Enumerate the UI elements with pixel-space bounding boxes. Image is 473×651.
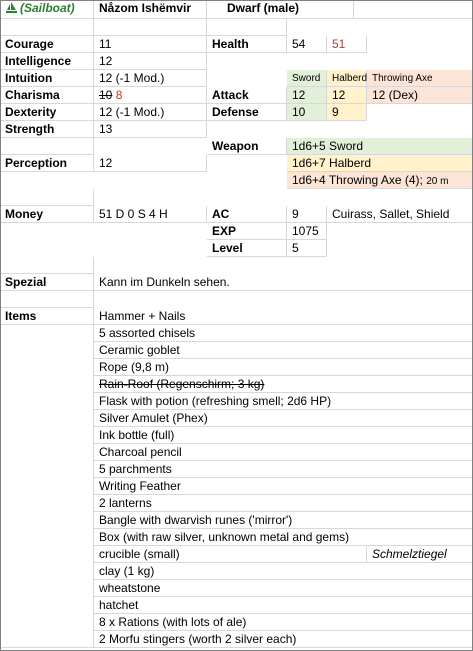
character-name[interactable]: Nåzom Ishëmvir	[94, 0, 207, 19]
exp-value[interactable]: 1075	[287, 223, 327, 240]
exp-label: EXP	[207, 223, 287, 240]
empty-cell[interactable]	[94, 19, 207, 36]
empty-cell[interactable]	[0, 325, 94, 648]
empty-cell[interactable]	[0, 138, 94, 155]
empty-cell[interactable]	[0, 257, 94, 274]
item-row[interactable]: Flask with potion (refreshing smell; 2d6 HP)	[94, 393, 473, 410]
perception-value[interactable]: 12	[94, 155, 207, 172]
attack-halberd[interactable]: 12	[327, 87, 367, 104]
item-row[interactable]: Writing Feather	[94, 478, 473, 495]
item-row[interactable]: clay (1 kg)	[94, 563, 473, 580]
item-row[interactable]: 2 Morfu stingers (worth 2 silver each)	[94, 631, 473, 648]
weapon-sword[interactable]: 1d6+5 Sword	[287, 138, 473, 155]
weapon-axe-text: 1d6+4 Throwing Axe (4);	[292, 173, 423, 187]
attack-label: Attack	[207, 87, 287, 104]
defense-halberd[interactable]: 9	[327, 104, 367, 121]
strength-value[interactable]: 13	[94, 121, 207, 138]
defense-sword[interactable]: 10	[287, 104, 327, 121]
item-row[interactable]: Rain-Roof (Regenschirm; 3 kg)	[94, 376, 473, 393]
boat-label: (Sailboat)	[20, 1, 75, 15]
weapon-axe-range: 20 m	[426, 176, 449, 187]
courage-label: Courage	[0, 36, 94, 53]
money-label: Money	[0, 206, 94, 223]
special-value[interactable]: Kann im Dunkeln sehen.	[94, 274, 473, 291]
intelligence-value[interactable]: 12	[94, 53, 207, 70]
strength-label: Strength	[0, 121, 94, 138]
attack-sword[interactable]: 12	[287, 87, 327, 104]
character-race[interactable]: Dwarf (male)	[207, 0, 354, 19]
item-row[interactable]: Ink bottle (full)	[94, 427, 473, 444]
item-row[interactable]: Rope (9,8 m)	[94, 359, 473, 376]
item-row[interactable]: Bangle with dwarvish runes ('mirror')	[94, 512, 473, 529]
courage-value[interactable]: 11	[94, 36, 207, 53]
level-value[interactable]: 5	[287, 240, 327, 257]
item-row[interactable]: Ceramic goblet	[94, 342, 473, 359]
charisma-label: Charisma	[0, 87, 94, 104]
boat-cell[interactable]	[0, 0, 94, 19]
money-value[interactable]: 51 D 0 S 4 H	[94, 206, 207, 223]
item-row[interactable]: hatchet	[94, 597, 473, 614]
dexterity-label: Dexterity	[0, 104, 94, 121]
charisma-new: 8	[115, 88, 123, 102]
defense-label: Defense	[207, 104, 287, 121]
col-sword: Sword	[287, 70, 327, 87]
perception-label: Perception	[0, 155, 94, 172]
item-row[interactable]: Silver Amulet (Phex)	[94, 410, 473, 427]
empty-cell[interactable]	[0, 291, 94, 308]
item-row[interactable]: Hammer + Nails	[94, 308, 473, 325]
item-row[interactable]: crucible (small)	[94, 546, 367, 563]
empty-cell[interactable]	[0, 19, 94, 36]
dexterity-value[interactable]: 12 (-1 Mod.)	[94, 104, 207, 121]
intuition-label: Intuition	[0, 70, 94, 87]
col-throwing-axe: Throwing Axe	[367, 70, 473, 87]
intuition-value[interactable]: 12 (-1 Mod.)	[94, 70, 207, 87]
weapon-label: Weapon	[207, 138, 287, 155]
health-label: Health	[207, 36, 287, 53]
ac-label: AC	[207, 206, 287, 223]
charisma-old: 10	[99, 88, 113, 102]
empty-cell[interactable]	[207, 19, 287, 36]
crucible-note[interactable]: Schmelztiegel	[367, 546, 473, 563]
item-row[interactable]: wheatstone	[94, 580, 473, 597]
weapon-halberd[interactable]: 1d6+7 Halberd	[287, 155, 473, 172]
sailboat-icon	[5, 1, 18, 14]
col-halberd: Halberd	[327, 70, 367, 87]
health-max[interactable]: 54	[287, 36, 327, 53]
item-row[interactable]: 5 assorted chisels	[94, 325, 473, 342]
item-row[interactable]: 2 lanterns	[94, 495, 473, 512]
charisma-value[interactable]	[94, 87, 207, 104]
intelligence-label: Intelligence	[0, 53, 94, 70]
items-label: Items	[0, 308, 94, 325]
weapon-axe[interactable]	[287, 172, 473, 189]
attack-axe[interactable]: 12 (Dex)	[367, 87, 473, 104]
empty-cell[interactable]	[354, 0, 473, 19]
item-row[interactable]: 5 parchments	[94, 461, 473, 478]
ac-value[interactable]: 9	[287, 206, 327, 223]
item-row[interactable]: 8 x Rations (with lots of ale)	[94, 614, 473, 631]
item-row[interactable]: Box (with raw silver, unknown metal and gems)	[94, 529, 473, 546]
armor-value[interactable]: Cuirass, Sallet, Shield	[327, 206, 473, 223]
level-label: Level	[207, 240, 287, 257]
health-current[interactable]: 51	[327, 36, 367, 53]
item-row[interactable]: Charcoal pencil	[94, 444, 473, 461]
special-label: Spezial	[0, 274, 94, 291]
empty-cell[interactable]	[0, 189, 94, 206]
